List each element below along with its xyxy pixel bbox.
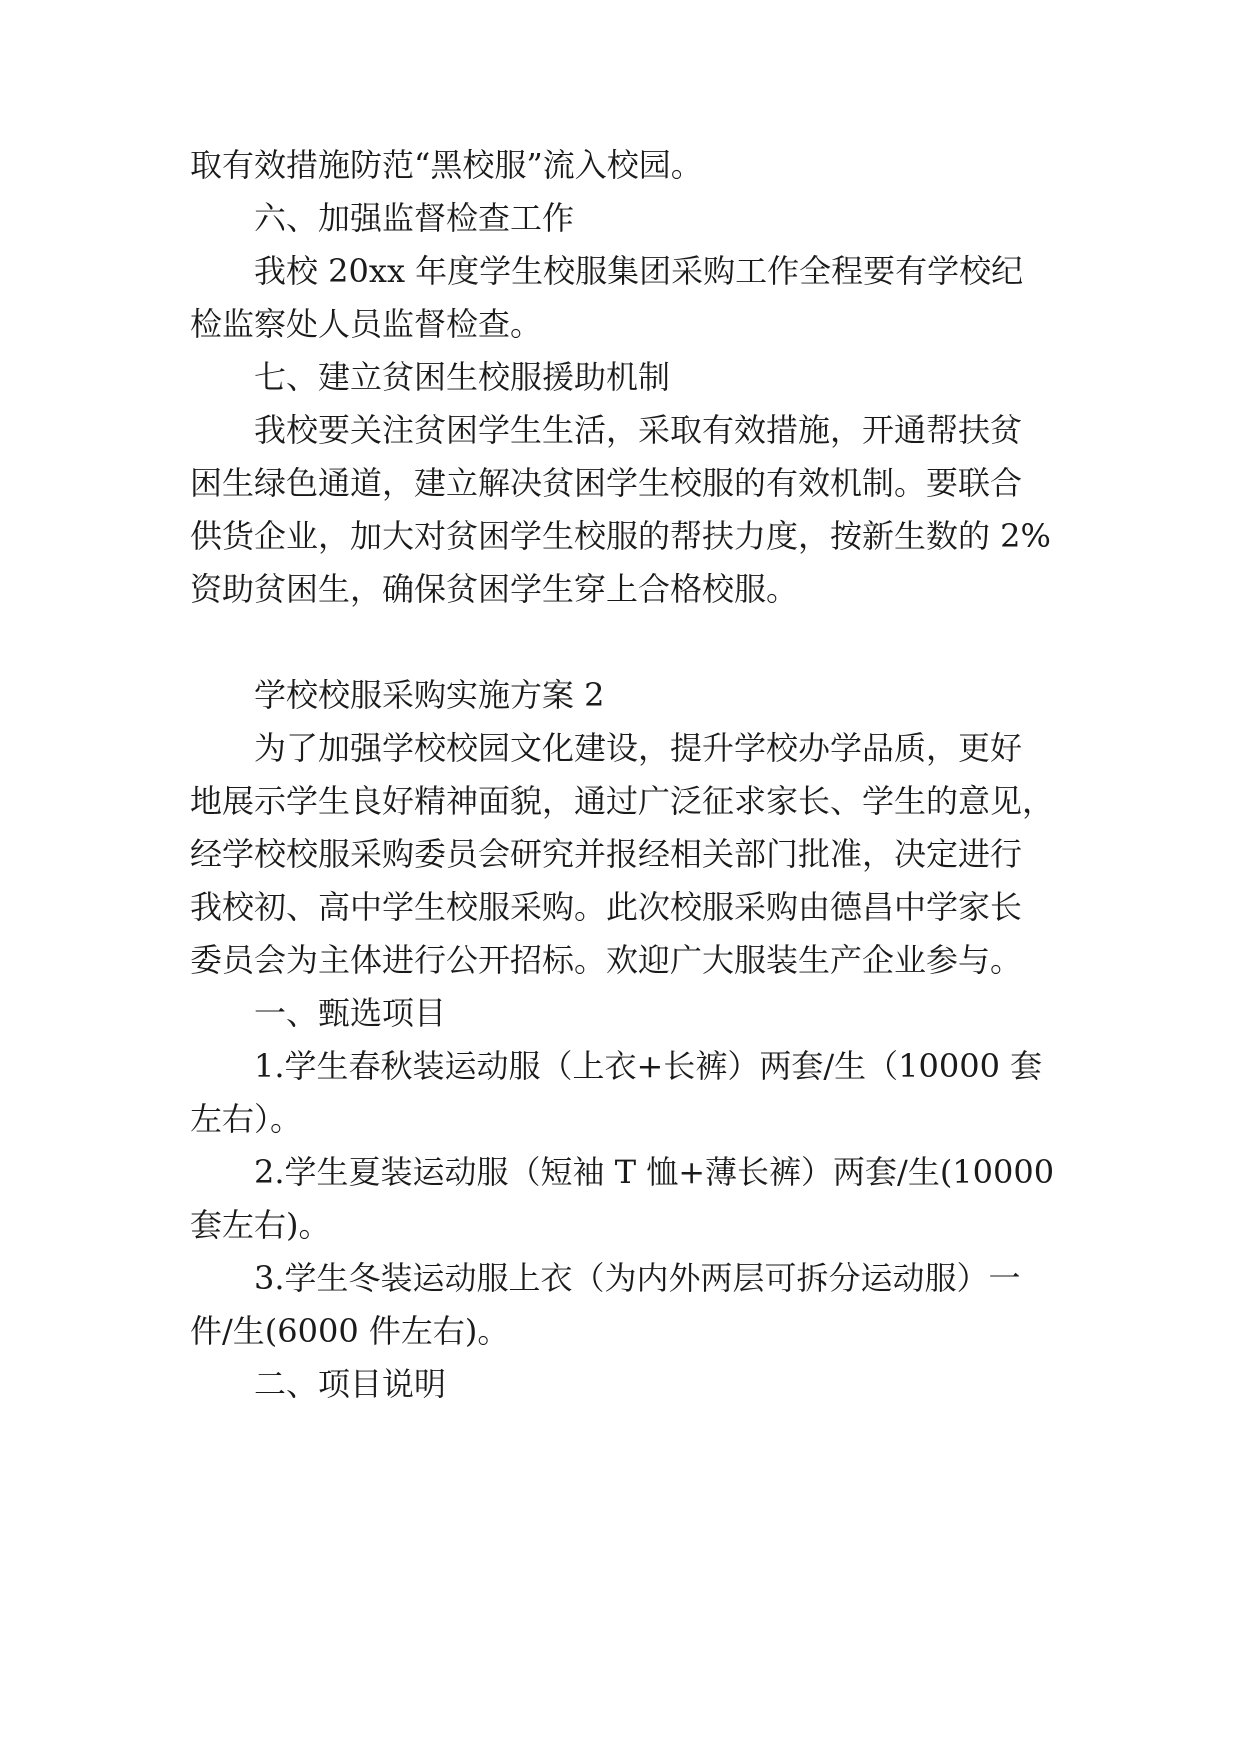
paragraph-line: 我校初、高中学生校服采购。此次校服采购由德昌中学家长 bbox=[190, 888, 1023, 926]
list-item: 3.学生冬装运动服上衣（为内外两层可拆分运动服）一 bbox=[254, 1259, 1021, 1297]
paragraph-line: 取有效措施防范“黑校服”流入校园。 bbox=[190, 146, 703, 184]
list-item-continuation: 左右）。 bbox=[190, 1100, 303, 1138]
list-item: 1.学生春秋装运动服（上衣+长裤）两套/生（10000 套 bbox=[254, 1047, 1043, 1085]
paragraph-line: 经学校校服采购委员会研究并报经相关部门批准，决定进行 bbox=[190, 835, 1023, 873]
paragraph-line: 困生绿色通道，建立解决贫困学生校服的有效机制。要联合 bbox=[190, 464, 1023, 502]
paragraph-line: 地展示学生良好精神面貌，通过广泛征求家长、学生的意见， bbox=[190, 782, 1055, 820]
list-item-continuation: 件/生(6000 件左右)。 bbox=[190, 1312, 510, 1350]
list-item-continuation: 套左右)。 bbox=[190, 1206, 331, 1244]
section-heading-two: 二、项目说明 bbox=[254, 1365, 447, 1403]
paragraph-line: 委员会为主体进行公开招标。欢迎广大服装生产企业参与。 bbox=[190, 941, 1023, 979]
section-heading-six: 六、加强监督检查工作 bbox=[254, 199, 575, 237]
document-title: 学校校服采购实施方案 2 bbox=[254, 676, 605, 714]
section-heading-one: 一、甄选项目 bbox=[254, 994, 447, 1032]
paragraph-line: 供货企业，加大对贫困学生校服的帮扶力度，按新生数的 2% bbox=[190, 517, 1051, 555]
paragraph-line: 我校 20xx 年度学生校服集团采购工作全程要有学校纪 bbox=[254, 252, 1024, 290]
paragraph-line: 资助贫困生，确保贫困学生穿上合格校服。 bbox=[190, 570, 799, 608]
paragraph-line: 为了加强学校校园文化建设，提升学校办学品质，更好 bbox=[254, 729, 1023, 767]
paragraph-line: 我校要关注贫困学生生活，采取有效措施，开通帮扶贫 bbox=[254, 411, 1023, 449]
paragraph-line: 检监察处人员监督检查。 bbox=[190, 305, 543, 343]
list-item: 2.学生夏装运动服（短袖 T 恤+薄长裤）两套/生(10000 bbox=[254, 1153, 1055, 1191]
section-heading-seven: 七、建立贫困生校服援助机制 bbox=[254, 358, 671, 396]
